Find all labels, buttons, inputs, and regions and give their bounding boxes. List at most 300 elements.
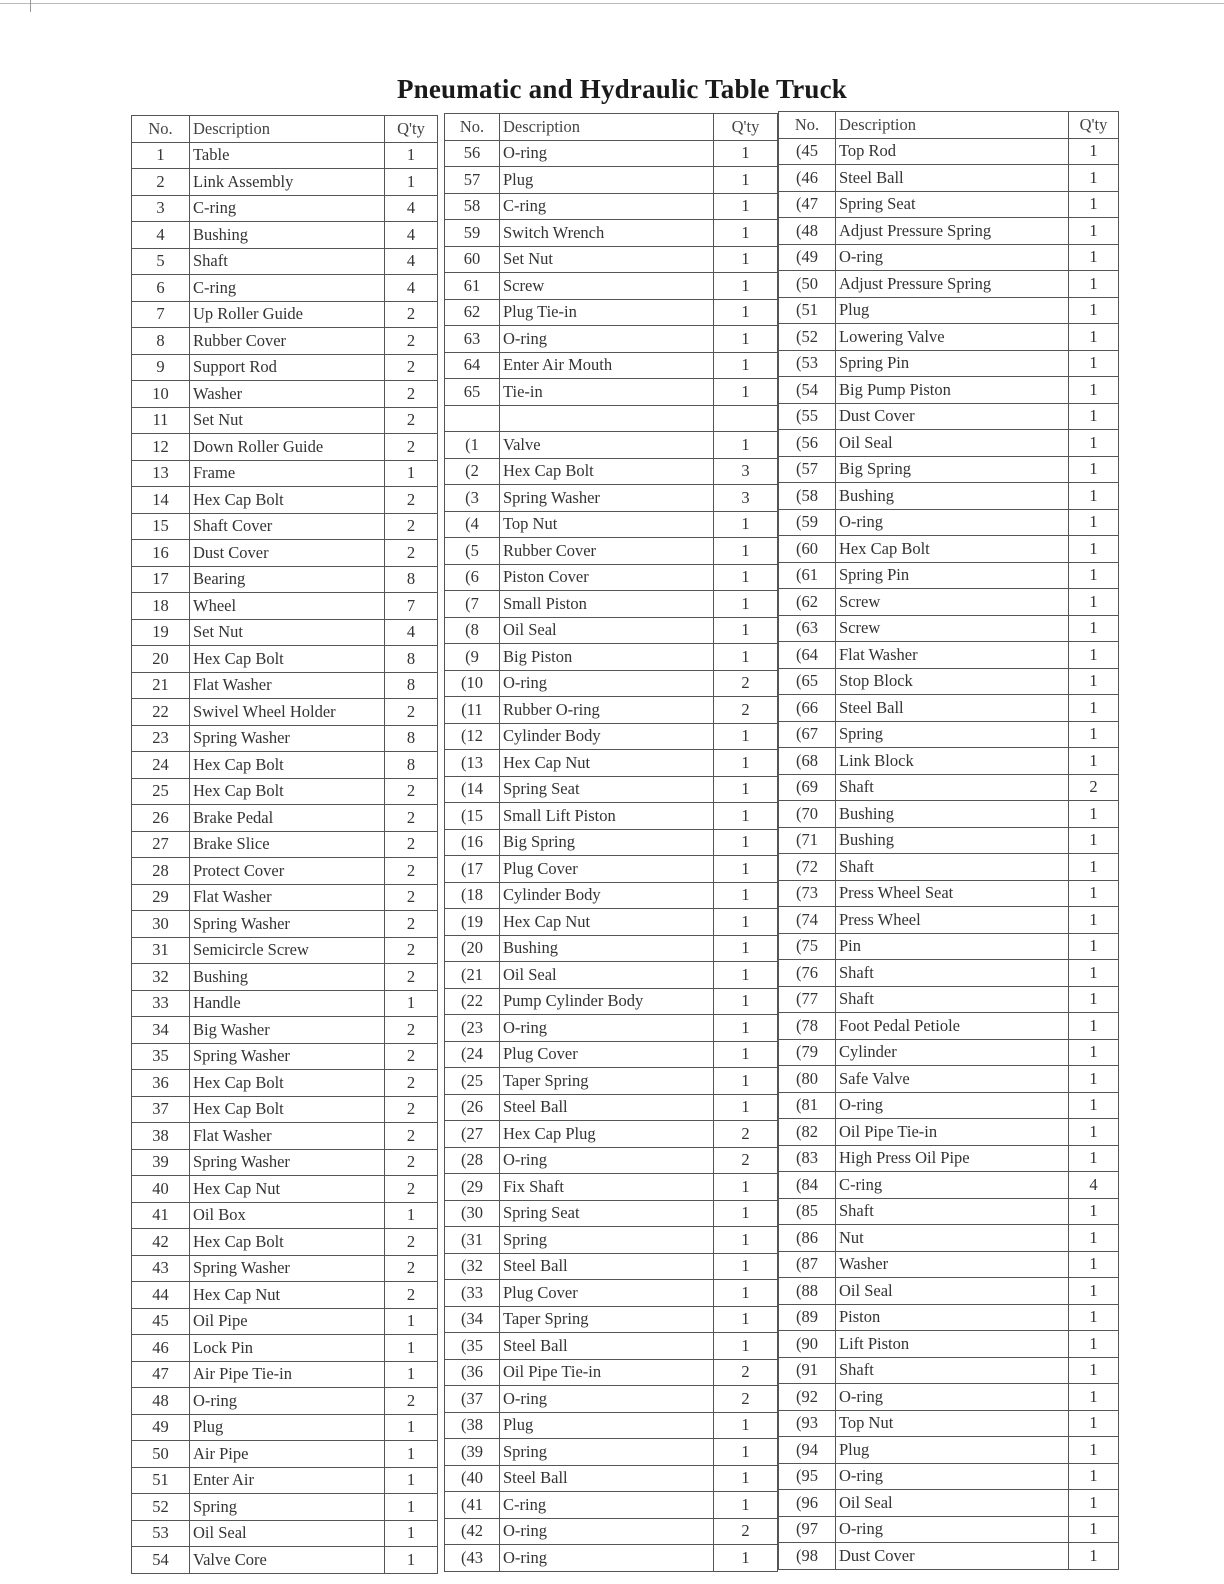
part-description: Rubber Cover — [190, 328, 385, 355]
part-description: Shaft — [836, 854, 1069, 881]
part-description: Shaft — [836, 986, 1069, 1013]
table-row — [445, 1333, 778, 1360]
part-number: 18 — [132, 593, 190, 620]
part-description: Up Roller Guide — [190, 301, 385, 328]
part-quantity: 1 — [714, 1439, 778, 1466]
part-description: Foot Pedal Petiole — [836, 1013, 1069, 1040]
table-row — [779, 1013, 1119, 1040]
part-quantity: 2 — [1069, 774, 1119, 801]
part-quantity: 1 — [714, 1333, 778, 1360]
part-number: 34 — [132, 1017, 190, 1044]
part-description: Spring Washer — [190, 725, 385, 752]
part-description: Shaft — [190, 248, 385, 275]
table-row — [445, 1174, 778, 1201]
part-number: 16 — [132, 540, 190, 567]
table-row — [445, 1227, 778, 1254]
table-row — [779, 854, 1119, 881]
part-number: (43 — [445, 1545, 500, 1572]
table-row — [132, 1467, 438, 1494]
part-quantity: 2 — [385, 1229, 438, 1256]
part-description: Air Pipe Tie-in — [190, 1361, 385, 1388]
part-quantity: 2 — [385, 1096, 438, 1123]
part-number: (67 — [779, 721, 836, 748]
part-quantity — [714, 405, 778, 432]
part-description: Dust Cover — [836, 403, 1069, 430]
part-quantity: 1 — [714, 1068, 778, 1095]
part-description: Plug — [836, 1437, 1069, 1464]
table-row — [132, 911, 438, 938]
part-quantity: 2 — [385, 487, 438, 514]
part-description: Plug Cover — [500, 856, 714, 883]
table-row — [445, 723, 778, 750]
part-quantity: 1 — [1069, 350, 1119, 377]
table-row — [445, 1412, 778, 1439]
table-row — [779, 324, 1119, 351]
part-description: Hex Cap Bolt — [190, 1229, 385, 1256]
part-description: Taper Spring — [500, 1068, 714, 1095]
part-number: (13 — [445, 750, 500, 777]
part-description: Brake Pedal — [190, 805, 385, 832]
table-row — [132, 1149, 438, 1176]
part-quantity: 2 — [385, 831, 438, 858]
part-description: Spring Pin — [836, 350, 1069, 377]
part-description: Table — [190, 142, 385, 169]
part-quantity: 2 — [385, 381, 438, 408]
table-row — [132, 1494, 438, 1521]
part-description: Oil Pipe — [190, 1308, 385, 1335]
part-description: O-ring — [500, 1015, 714, 1042]
part-number: (82 — [779, 1119, 836, 1146]
part-quantity: 1 — [1069, 1543, 1119, 1570]
part-number: (78 — [779, 1013, 836, 1040]
part-description: Swivel Wheel Holder — [190, 699, 385, 726]
part-quantity: 1 — [714, 829, 778, 856]
part-quantity: 2 — [385, 407, 438, 434]
part-description: Hex Cap Nut — [500, 750, 714, 777]
part-description: Steel Ball — [500, 1253, 714, 1280]
part-quantity: 2 — [385, 1176, 438, 1203]
table-row — [779, 1225, 1119, 1252]
part-number: 4 — [132, 222, 190, 249]
part-quantity: 1 — [714, 776, 778, 803]
part-number: (84 — [779, 1172, 836, 1199]
part-description: Taper Spring — [500, 1306, 714, 1333]
part-description: Shaft — [836, 1357, 1069, 1384]
part-number: (28 — [445, 1147, 500, 1174]
table-row — [779, 138, 1119, 165]
part-number: 12 — [132, 434, 190, 461]
parts-table-1 — [131, 115, 438, 1574]
part-number: (35 — [445, 1333, 500, 1360]
part-quantity: 1 — [714, 750, 778, 777]
table-row — [779, 297, 1119, 324]
part-quantity: 2 — [385, 328, 438, 355]
part-quantity: 1 — [1069, 1490, 1119, 1517]
part-number: (86 — [779, 1225, 836, 1252]
table-row — [132, 169, 438, 196]
part-number: (5 — [445, 538, 500, 565]
part-description: Bushing — [836, 827, 1069, 854]
part-description: C-ring — [836, 1172, 1069, 1199]
table-row — [779, 1490, 1119, 1517]
part-description: Oil Seal — [836, 1490, 1069, 1517]
part-description: Enter Air — [190, 1467, 385, 1494]
part-number: (4 — [445, 511, 500, 538]
part-number: 31 — [132, 937, 190, 964]
part-quantity: 1 — [1069, 138, 1119, 165]
table-row — [445, 962, 778, 989]
part-number: (15 — [445, 803, 500, 830]
part-number: (24 — [445, 1041, 500, 1068]
part-number: 8 — [132, 328, 190, 355]
part-quantity: 2 — [385, 1149, 438, 1176]
part-number: (90 — [779, 1331, 836, 1358]
table-row — [132, 407, 438, 434]
table-row — [445, 1280, 778, 1307]
table-row — [445, 1439, 778, 1466]
part-description: Plug — [500, 1412, 714, 1439]
table-row — [779, 642, 1119, 669]
table-row — [132, 1414, 438, 1441]
part-quantity: 1 — [1069, 695, 1119, 722]
part-description: Oil Pipe Tie-in — [500, 1359, 714, 1386]
table-row — [779, 721, 1119, 748]
part-quantity: 1 — [714, 1253, 778, 1280]
table-row — [779, 1092, 1119, 1119]
part-number: 57 — [445, 167, 500, 194]
part-number: (27 — [445, 1121, 500, 1148]
part-number: (72 — [779, 854, 836, 881]
table-row — [132, 275, 438, 302]
part-number: (9 — [445, 644, 500, 671]
part-description: C-ring — [500, 193, 714, 220]
part-number: (98 — [779, 1543, 836, 1570]
part-description: O-ring — [500, 326, 714, 353]
table-row — [132, 805, 438, 832]
part-description: Plug Cover — [500, 1041, 714, 1068]
part-quantity: 1 — [714, 856, 778, 883]
part-number: 19 — [132, 619, 190, 646]
table-row — [445, 1253, 778, 1280]
table-row — [132, 884, 438, 911]
part-number: 36 — [132, 1070, 190, 1097]
part-number: 17 — [132, 566, 190, 593]
part-quantity: 1 — [385, 1494, 438, 1521]
part-quantity: 1 — [714, 352, 778, 379]
table-row — [132, 990, 438, 1017]
table-row — [779, 827, 1119, 854]
part-description: O-ring — [836, 1384, 1069, 1411]
table-row — [445, 1015, 778, 1042]
part-quantity: 1 — [1069, 1331, 1119, 1358]
part-description: Set Nut — [500, 246, 714, 273]
part-description: Protect Cover — [190, 858, 385, 885]
part-description: Support Rod — [190, 354, 385, 381]
part-quantity: 1 — [714, 723, 778, 750]
table-row — [132, 672, 438, 699]
table-row — [779, 377, 1119, 404]
table-row — [445, 1545, 778, 1572]
part-number: (22 — [445, 988, 500, 1015]
table-row — [445, 750, 778, 777]
part-quantity: 1 — [714, 220, 778, 247]
part-quantity: 1 — [714, 1200, 778, 1227]
part-quantity: 1 — [1069, 271, 1119, 298]
part-quantity: 1 — [1069, 536, 1119, 563]
part-number: 1 — [132, 142, 190, 169]
table-row — [779, 615, 1119, 642]
table-row — [132, 222, 438, 249]
part-quantity: 1 — [1069, 1039, 1119, 1066]
table-row — [779, 1198, 1119, 1225]
table-row — [779, 695, 1119, 722]
part-number: (54 — [779, 377, 836, 404]
part-description: Flat Washer — [190, 1123, 385, 1150]
part-quantity: 1 — [1069, 933, 1119, 960]
table-row — [445, 1306, 778, 1333]
part-quantity: 2 — [714, 1359, 778, 1386]
part-number: (49 — [779, 244, 836, 271]
part-number: (14 — [445, 776, 500, 803]
part-quantity: 2 — [385, 884, 438, 911]
part-quantity: 1 — [714, 299, 778, 326]
part-number: 54 — [132, 1547, 190, 1574]
table-row — [445, 326, 778, 353]
part-description: Wheel — [190, 593, 385, 620]
table-row — [445, 458, 778, 485]
part-number: (69 — [779, 774, 836, 801]
table-row — [779, 907, 1119, 934]
part-description: O-ring — [500, 1386, 714, 1413]
part-quantity: 1 — [1069, 721, 1119, 748]
table-row — [445, 1147, 778, 1174]
part-number: 45 — [132, 1308, 190, 1335]
part-description: Shaft — [836, 960, 1069, 987]
part-number: 11 — [132, 407, 190, 434]
part-description: Plug — [190, 1414, 385, 1441]
table-row — [779, 589, 1119, 616]
part-number: 26 — [132, 805, 190, 832]
part-description: Valve — [500, 432, 714, 459]
part-description: Spring Seat — [500, 776, 714, 803]
part-description: C-ring — [190, 195, 385, 222]
table-row — [779, 1251, 1119, 1278]
part-description: Steel Ball — [836, 695, 1069, 722]
part-description: Flat Washer — [190, 884, 385, 911]
part-description: O-ring — [500, 1147, 714, 1174]
part-number: 15 — [132, 513, 190, 540]
table-row — [445, 1094, 778, 1121]
part-number: (96 — [779, 1490, 836, 1517]
part-quantity: 1 — [714, 617, 778, 644]
part-quantity: 1 — [1069, 297, 1119, 324]
part-quantity: 4 — [385, 275, 438, 302]
table-row — [132, 460, 438, 487]
part-description: Small Lift Piston — [500, 803, 714, 830]
part-description: Steel Ball — [500, 1333, 714, 1360]
table-row — [445, 776, 778, 803]
part-quantity: 1 — [1069, 1384, 1119, 1411]
table-row — [779, 1172, 1119, 1199]
table-row — [132, 1043, 438, 1070]
table-row — [779, 1437, 1119, 1464]
part-number: (32 — [445, 1253, 500, 1280]
table-row — [445, 1121, 778, 1148]
table-row — [132, 1017, 438, 1044]
part-number: (8 — [445, 617, 500, 644]
part-number: (23 — [445, 1015, 500, 1042]
part-number: 6 — [132, 275, 190, 302]
table-row — [132, 1282, 438, 1309]
part-number: (57 — [779, 456, 836, 483]
table-row — [779, 1463, 1119, 1490]
parts-table-3 — [778, 111, 1119, 1570]
part-number: (71 — [779, 827, 836, 854]
table-row — [445, 1465, 778, 1492]
part-description: Screw — [836, 589, 1069, 616]
part-description: Cylinder Body — [500, 882, 714, 909]
table-row — [779, 960, 1119, 987]
part-number: (62 — [779, 589, 836, 616]
part-quantity: 1 — [714, 273, 778, 300]
table-row — [779, 483, 1119, 510]
table-header-row — [445, 114, 778, 141]
part-number: 30 — [132, 911, 190, 938]
part-number: (53 — [779, 350, 836, 377]
part-quantity: 1 — [714, 193, 778, 220]
part-number: (80 — [779, 1066, 836, 1093]
table-row — [779, 1145, 1119, 1172]
part-quantity: 1 — [1069, 668, 1119, 695]
table-row — [445, 697, 778, 724]
part-description: Spring Pin — [836, 562, 1069, 589]
table-row — [445, 299, 778, 326]
part-quantity: 4 — [385, 222, 438, 249]
part-description: Lowering Valve — [836, 324, 1069, 351]
table-row — [445, 538, 778, 565]
table-row — [445, 220, 778, 247]
header-description: Description — [190, 116, 385, 143]
table-row — [445, 591, 778, 618]
part-description: Hex Cap Plug — [500, 1121, 714, 1148]
part-quantity: 2 — [385, 1388, 438, 1415]
part-quantity: 1 — [714, 1227, 778, 1254]
part-number: (10 — [445, 670, 500, 697]
part-description: Oil Seal — [500, 962, 714, 989]
table-row — [445, 1492, 778, 1519]
part-number: 63 — [445, 326, 500, 353]
part-description: Dust Cover — [836, 1543, 1069, 1570]
part-number: (16 — [445, 829, 500, 856]
part-description: Bearing — [190, 566, 385, 593]
table-row — [132, 1255, 438, 1282]
part-number: (34 — [445, 1306, 500, 1333]
part-quantity: 1 — [385, 990, 438, 1017]
table-row — [779, 774, 1119, 801]
part-quantity: 8 — [385, 752, 438, 779]
table-row — [132, 1202, 438, 1229]
table-row — [445, 670, 778, 697]
part-quantity: 8 — [385, 566, 438, 593]
table-row — [445, 1359, 778, 1386]
table-row — [445, 856, 778, 883]
part-description: C-ring — [500, 1492, 714, 1519]
part-description: Down Roller Guide — [190, 434, 385, 461]
part-description: Handle — [190, 990, 385, 1017]
table-row — [445, 432, 778, 459]
part-quantity: 1 — [1069, 1119, 1119, 1146]
part-number: (89 — [779, 1304, 836, 1331]
part-description: Brake Slice — [190, 831, 385, 858]
table-row — [132, 619, 438, 646]
part-number: (70 — [779, 801, 836, 828]
table-row — [132, 566, 438, 593]
part-description: Steel Ball — [500, 1094, 714, 1121]
part-quantity: 1 — [1069, 562, 1119, 589]
table-row — [445, 352, 778, 379]
part-number: (17 — [445, 856, 500, 883]
part-quantity: 1 — [714, 591, 778, 618]
part-description: Screw — [500, 273, 714, 300]
header-qty: Q'ty — [385, 116, 438, 143]
part-number: 49 — [132, 1414, 190, 1441]
part-description: Steel Ball — [500, 1465, 714, 1492]
scan-edge-line — [0, 3, 1224, 4]
part-number: (83 — [779, 1145, 836, 1172]
table-row — [132, 699, 438, 726]
part-description: Plug Tie-in — [500, 299, 714, 326]
table-row — [132, 858, 438, 885]
part-description: Hex Cap Bolt — [836, 536, 1069, 563]
table-row — [132, 1388, 438, 1415]
part-description: Link Assembly — [190, 169, 385, 196]
part-description: Shaft — [836, 1198, 1069, 1225]
part-number: (60 — [779, 536, 836, 563]
part-number: 28 — [132, 858, 190, 885]
part-description: Big Washer — [190, 1017, 385, 1044]
part-quantity: 1 — [1069, 1463, 1119, 1490]
table-row — [132, 646, 438, 673]
part-number: 59 — [445, 220, 500, 247]
part-number: 41 — [132, 1202, 190, 1229]
part-quantity: 1 — [1069, 801, 1119, 828]
part-number: 9 — [132, 354, 190, 381]
part-quantity: 1 — [714, 1015, 778, 1042]
table-row — [779, 536, 1119, 563]
part-description: Frame — [190, 460, 385, 487]
part-description: Spring Washer — [190, 1255, 385, 1282]
part-description: Hex Cap Bolt — [190, 752, 385, 779]
part-quantity: 2 — [385, 1123, 438, 1150]
part-quantity: 4 — [385, 248, 438, 275]
part-number: 14 — [132, 487, 190, 514]
part-number: 3 — [132, 195, 190, 222]
part-quantity: 1 — [714, 1094, 778, 1121]
header-qty: Q'ty — [1069, 112, 1119, 139]
table-row — [445, 193, 778, 220]
part-quantity: 1 — [1069, 1304, 1119, 1331]
part-number: 22 — [132, 699, 190, 726]
part-description: Big Piston — [500, 644, 714, 671]
part-description: Oil Seal — [500, 617, 714, 644]
part-quantity: 1 — [714, 803, 778, 830]
part-number: (55 — [779, 403, 836, 430]
part-quantity: 1 — [1069, 1437, 1119, 1464]
part-quantity: 1 — [385, 1547, 438, 1574]
part-number: 38 — [132, 1123, 190, 1150]
table-row — [132, 1096, 438, 1123]
part-quantity: 1 — [1069, 218, 1119, 245]
